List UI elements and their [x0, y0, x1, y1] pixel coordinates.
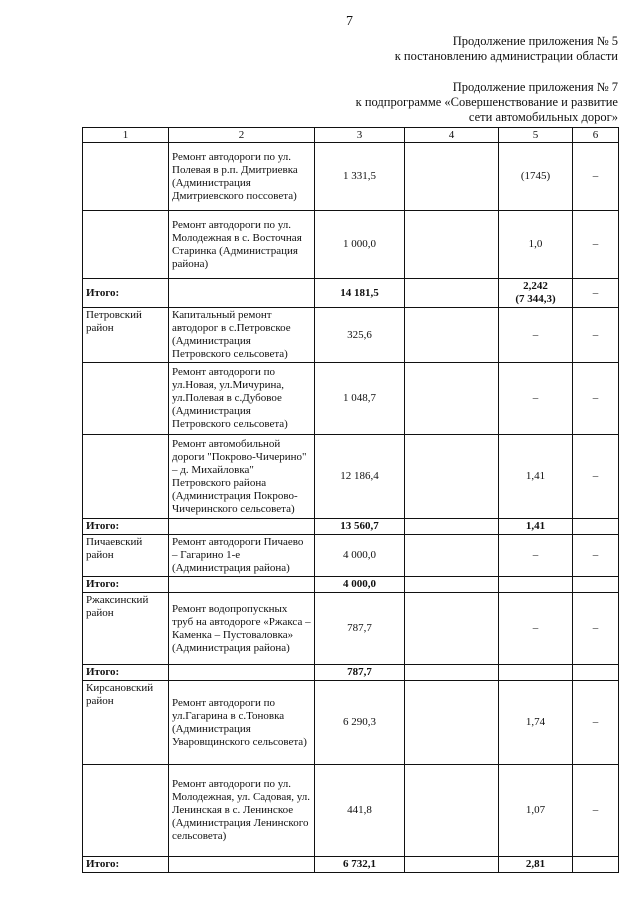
total-label: Итого:	[83, 857, 169, 873]
total-col5	[499, 577, 573, 593]
work-description: Ремонт автодороги по ул. Молодежная, ул. Садовая, ул. Ленинская в с. Ленинское (Администрация Ленинского сельсовета)	[169, 765, 315, 857]
amount-cell: 1 048,7	[315, 363, 405, 435]
col4-cell	[405, 143, 499, 211]
col6-cell: –	[573, 435, 619, 519]
col6-cell: –	[573, 211, 619, 279]
empty-cell	[405, 519, 499, 535]
empty-cell	[405, 279, 499, 308]
empty-cell	[405, 665, 499, 681]
amount-cell: 441,8	[315, 765, 405, 857]
col5-cell: –	[499, 535, 573, 577]
total-row	[83, 577, 619, 593]
total-label: Итого:	[83, 577, 169, 593]
district-cell	[83, 143, 169, 211]
col6-cell: –	[573, 363, 619, 435]
header-line: Продолжение приложения № 5	[452, 34, 618, 48]
total-col6	[573, 665, 619, 681]
roads-table	[82, 127, 619, 873]
district-cell	[83, 363, 169, 435]
district-cell	[83, 435, 169, 519]
amount-cell: 325,6	[315, 308, 405, 363]
empty-cell	[405, 857, 499, 873]
work-description: Ремонт автодороги по ул. Молодежная в с. Восточная Старинка (Администрация района)	[169, 211, 315, 279]
amount-cell: 1 000,0	[315, 211, 405, 279]
header-line: к постановлению администрации области	[394, 49, 618, 63]
total-col6	[573, 577, 619, 593]
empty-cell	[169, 665, 315, 681]
work-description: Капитальный ремонт автодорог в с.Петровское (Администрация Петровского сельсовета)	[169, 308, 315, 363]
total-col5	[499, 665, 573, 681]
table-row	[83, 681, 619, 765]
table-row	[83, 535, 619, 577]
total-label: Итого:	[83, 665, 169, 681]
col4-cell	[405, 681, 499, 765]
col4-cell	[405, 308, 499, 363]
col5-cell: 1,41	[499, 435, 573, 519]
appendix-header-5	[395, 34, 618, 64]
col5-cell: –	[499, 593, 573, 665]
total-amount: 14 181,5	[315, 279, 405, 308]
empty-cell	[169, 279, 315, 308]
col6-cell: –	[573, 535, 619, 577]
column-number: 5	[499, 128, 573, 143]
empty-cell	[405, 577, 499, 593]
total-amount: 4 000,0	[315, 577, 405, 593]
total-col5: 2,242 (7 344,3)	[499, 279, 573, 308]
district-cell: Петровский район	[83, 308, 169, 363]
total-row	[83, 519, 619, 535]
col4-cell	[405, 535, 499, 577]
col5-cell: (1745)	[499, 143, 573, 211]
header-line: Продолжение приложения № 7	[452, 80, 618, 94]
col5-cell: 1,74	[499, 681, 573, 765]
column-number: 6	[573, 128, 619, 143]
total-col6	[573, 857, 619, 873]
work-description: Ремонт водопропускных труб на автодороге «Ржакса – Каменка – Пустоваловка» (Администрация района)	[169, 593, 315, 665]
total-col5: 1,41	[499, 519, 573, 535]
district-cell: Ржаксинский район	[83, 593, 169, 665]
col5-cell: 1,0	[499, 211, 573, 279]
column-number: 4	[405, 128, 499, 143]
work-description: Ремонт автомобильной дороги "Покрово-Чичерино" – д. Михайловка" Петровского района (Администрация Покрово-Чичеринского сельсовета)	[169, 435, 315, 519]
table-row	[83, 211, 619, 279]
col4-cell	[405, 435, 499, 519]
appendix-header-7	[356, 80, 618, 125]
total-amount: 13 560,7	[315, 519, 405, 535]
work-description: Ремонт автодороги по ул.Новая, ул.Мичурина, ул.Полевая в с.Дубовое (Администрация Петровского сельсовета)	[169, 363, 315, 435]
work-description: Ремонт автодороги по ул. Полевая в р.п. Дмитриевка (Администрация Дмитриевского поссовета)	[169, 143, 315, 211]
table-row	[83, 593, 619, 665]
district-cell	[83, 211, 169, 279]
total-col6: –	[573, 279, 619, 308]
col5-cell: –	[499, 308, 573, 363]
col4-cell	[405, 593, 499, 665]
column-number: 1	[83, 128, 169, 143]
empty-cell	[169, 577, 315, 593]
col4-cell	[405, 211, 499, 279]
col6-cell: –	[573, 681, 619, 765]
amount-cell: 787,7	[315, 593, 405, 665]
table-row	[83, 143, 619, 211]
column-number: 3	[315, 128, 405, 143]
total-amount: 6 732,1	[315, 857, 405, 873]
total-row	[83, 665, 619, 681]
column-number: 2	[169, 128, 315, 143]
col5-cell: –	[499, 363, 573, 435]
col6-cell: –	[573, 308, 619, 363]
table-row	[83, 308, 619, 363]
amount-cell: 1 331,5	[315, 143, 405, 211]
col4-cell	[405, 765, 499, 857]
district-cell	[83, 765, 169, 857]
col6-cell: –	[573, 143, 619, 211]
total-amount: 787,7	[315, 665, 405, 681]
col5-cell: 1,07	[499, 765, 573, 857]
header-line: сети автомобильных дорог»	[468, 110, 618, 124]
work-description: Ремонт автодороги по ул.Гагарина в с.Тоновка (Администрация Уваровщинского сельсовета)	[169, 681, 315, 765]
col6-cell: –	[573, 765, 619, 857]
district-cell: Пичаевский район	[83, 535, 169, 577]
empty-cell	[169, 857, 315, 873]
table-row	[83, 765, 619, 857]
col4-cell	[405, 363, 499, 435]
table-row	[83, 363, 619, 435]
empty-cell	[169, 519, 315, 535]
header-line: к подпрограмме «Совершенствование и развитие	[355, 95, 618, 109]
col6-cell: –	[573, 593, 619, 665]
district-cell: Кирсановский район	[83, 681, 169, 765]
total-row	[83, 857, 619, 873]
total-label: Итого:	[83, 519, 169, 535]
page-number: 7	[346, 14, 353, 29]
amount-cell: 4 000,0	[315, 535, 405, 577]
total-col5: 2,81	[499, 857, 573, 873]
column-number-row	[83, 128, 619, 143]
work-description: Ремонт автодороги Пичаево – Гагарино 1-е (Администрация района)	[169, 535, 315, 577]
total-row	[83, 279, 619, 308]
total-col6	[573, 519, 619, 535]
amount-cell: 6 290,3	[315, 681, 405, 765]
total-label: Итого:	[83, 279, 169, 308]
amount-cell: 12 186,4	[315, 435, 405, 519]
table-row	[83, 435, 619, 519]
